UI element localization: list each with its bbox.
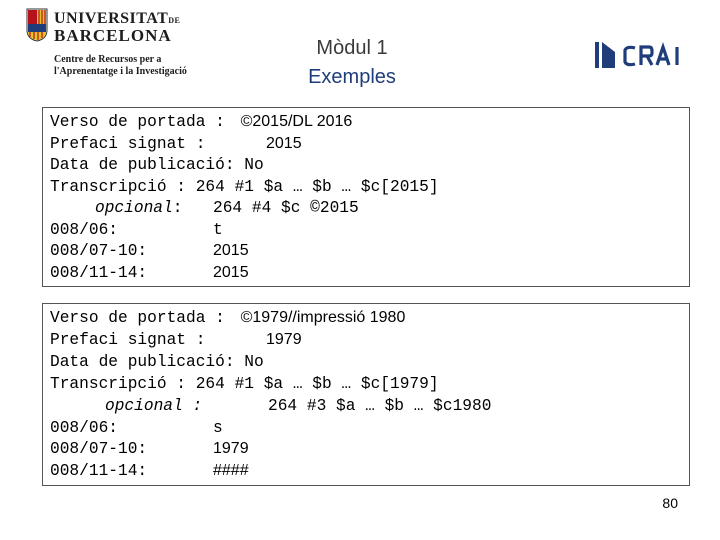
field-008-06-row	[50, 418, 223, 438]
field-008-06-value: t	[213, 221, 223, 239]
data-publicacio-row	[50, 155, 264, 175]
opcional-label: opcional :	[105, 397, 203, 415]
university-name-de: DE	[168, 16, 181, 25]
example-box-1	[42, 107, 690, 287]
verso-row	[50, 308, 405, 328]
field-008-11-row	[50, 263, 249, 283]
transcripcio-label: Transcripció :	[50, 375, 196, 393]
field-008-11-value: 2015	[213, 264, 249, 281]
field-008-07-label: 008/07-10:	[50, 440, 148, 458]
prefaci-row	[50, 134, 302, 154]
field-008-07-label: 008/07-10:	[50, 242, 148, 260]
crai-logo	[593, 38, 693, 72]
data-value: No	[244, 353, 264, 371]
data-label: Data de publicació:	[50, 353, 245, 371]
field-008-07-row	[50, 241, 249, 261]
data-value: No	[244, 156, 264, 174]
prefaci-value: 1979	[266, 331, 302, 348]
opcional-row: opcional: 264 #4 $c ©2015	[95, 199, 359, 217]
verso-value: ©2015/DL 2016	[240, 113, 353, 130]
prefaci-value: 2015	[266, 135, 302, 152]
field-008-11-row	[50, 461, 249, 481]
field-008-11-label: 008/11-14:	[50, 264, 148, 282]
opcional-value: 264 #4 $c ©2015	[213, 199, 359, 217]
transcripcio-label: Transcripció :	[50, 178, 196, 196]
field-008-06-label: 008/06:	[50, 419, 118, 437]
field-008-07-row	[50, 439, 249, 459]
opcional-label: opcional	[95, 199, 173, 217]
transcripcio-row	[50, 374, 439, 394]
verso-row	[50, 112, 352, 132]
data-publicacio-row	[50, 352, 264, 372]
transcripcio-value: 264 #1 $a … $b … $c[1979]	[195, 375, 439, 393]
verso-label: Verso de portada :	[50, 113, 235, 131]
data-label: Data de publicació:	[50, 156, 245, 174]
center-name-line2: l'Aprenentatge i la Investigació	[54, 66, 187, 77]
field-008-06-row	[50, 220, 223, 240]
verso-value: ©1979//impressió 1980	[240, 309, 406, 326]
center-name-line1: Centre de Recursos per a	[54, 54, 162, 65]
prefaci-label: Prefaci signat :	[50, 135, 235, 153]
transcripcio-row	[50, 177, 439, 197]
field-008-06-label: 008/06:	[50, 221, 118, 239]
field-008-11-label: 008/11-14:	[50, 462, 148, 480]
opcional-value: 264 #3 $a … $b … $c1980	[268, 397, 492, 415]
example-box-2	[42, 303, 690, 486]
section-title: Exemples	[308, 66, 396, 88]
prefaci-row	[50, 330, 302, 350]
university-name-line2: BARCELONA	[54, 26, 172, 45]
field-008-07-value: 1979	[213, 440, 249, 457]
field-008-11-value: ####	[213, 462, 249, 479]
module-title: Mòdul 1	[316, 37, 388, 59]
page-number: 80	[662, 495, 678, 511]
transcripcio-value: 264 #1 $a … $b … $c[2015]	[195, 178, 439, 196]
verso-label: Verso de portada :	[50, 309, 235, 327]
prefaci-label: Prefaci signat :	[50, 331, 235, 349]
field-008-07-value: 2015	[213, 242, 249, 259]
opcional-row	[105, 396, 492, 416]
university-name-line1: UNIVERSITATDE	[54, 10, 181, 27]
field-008-06-value: s	[213, 419, 223, 437]
